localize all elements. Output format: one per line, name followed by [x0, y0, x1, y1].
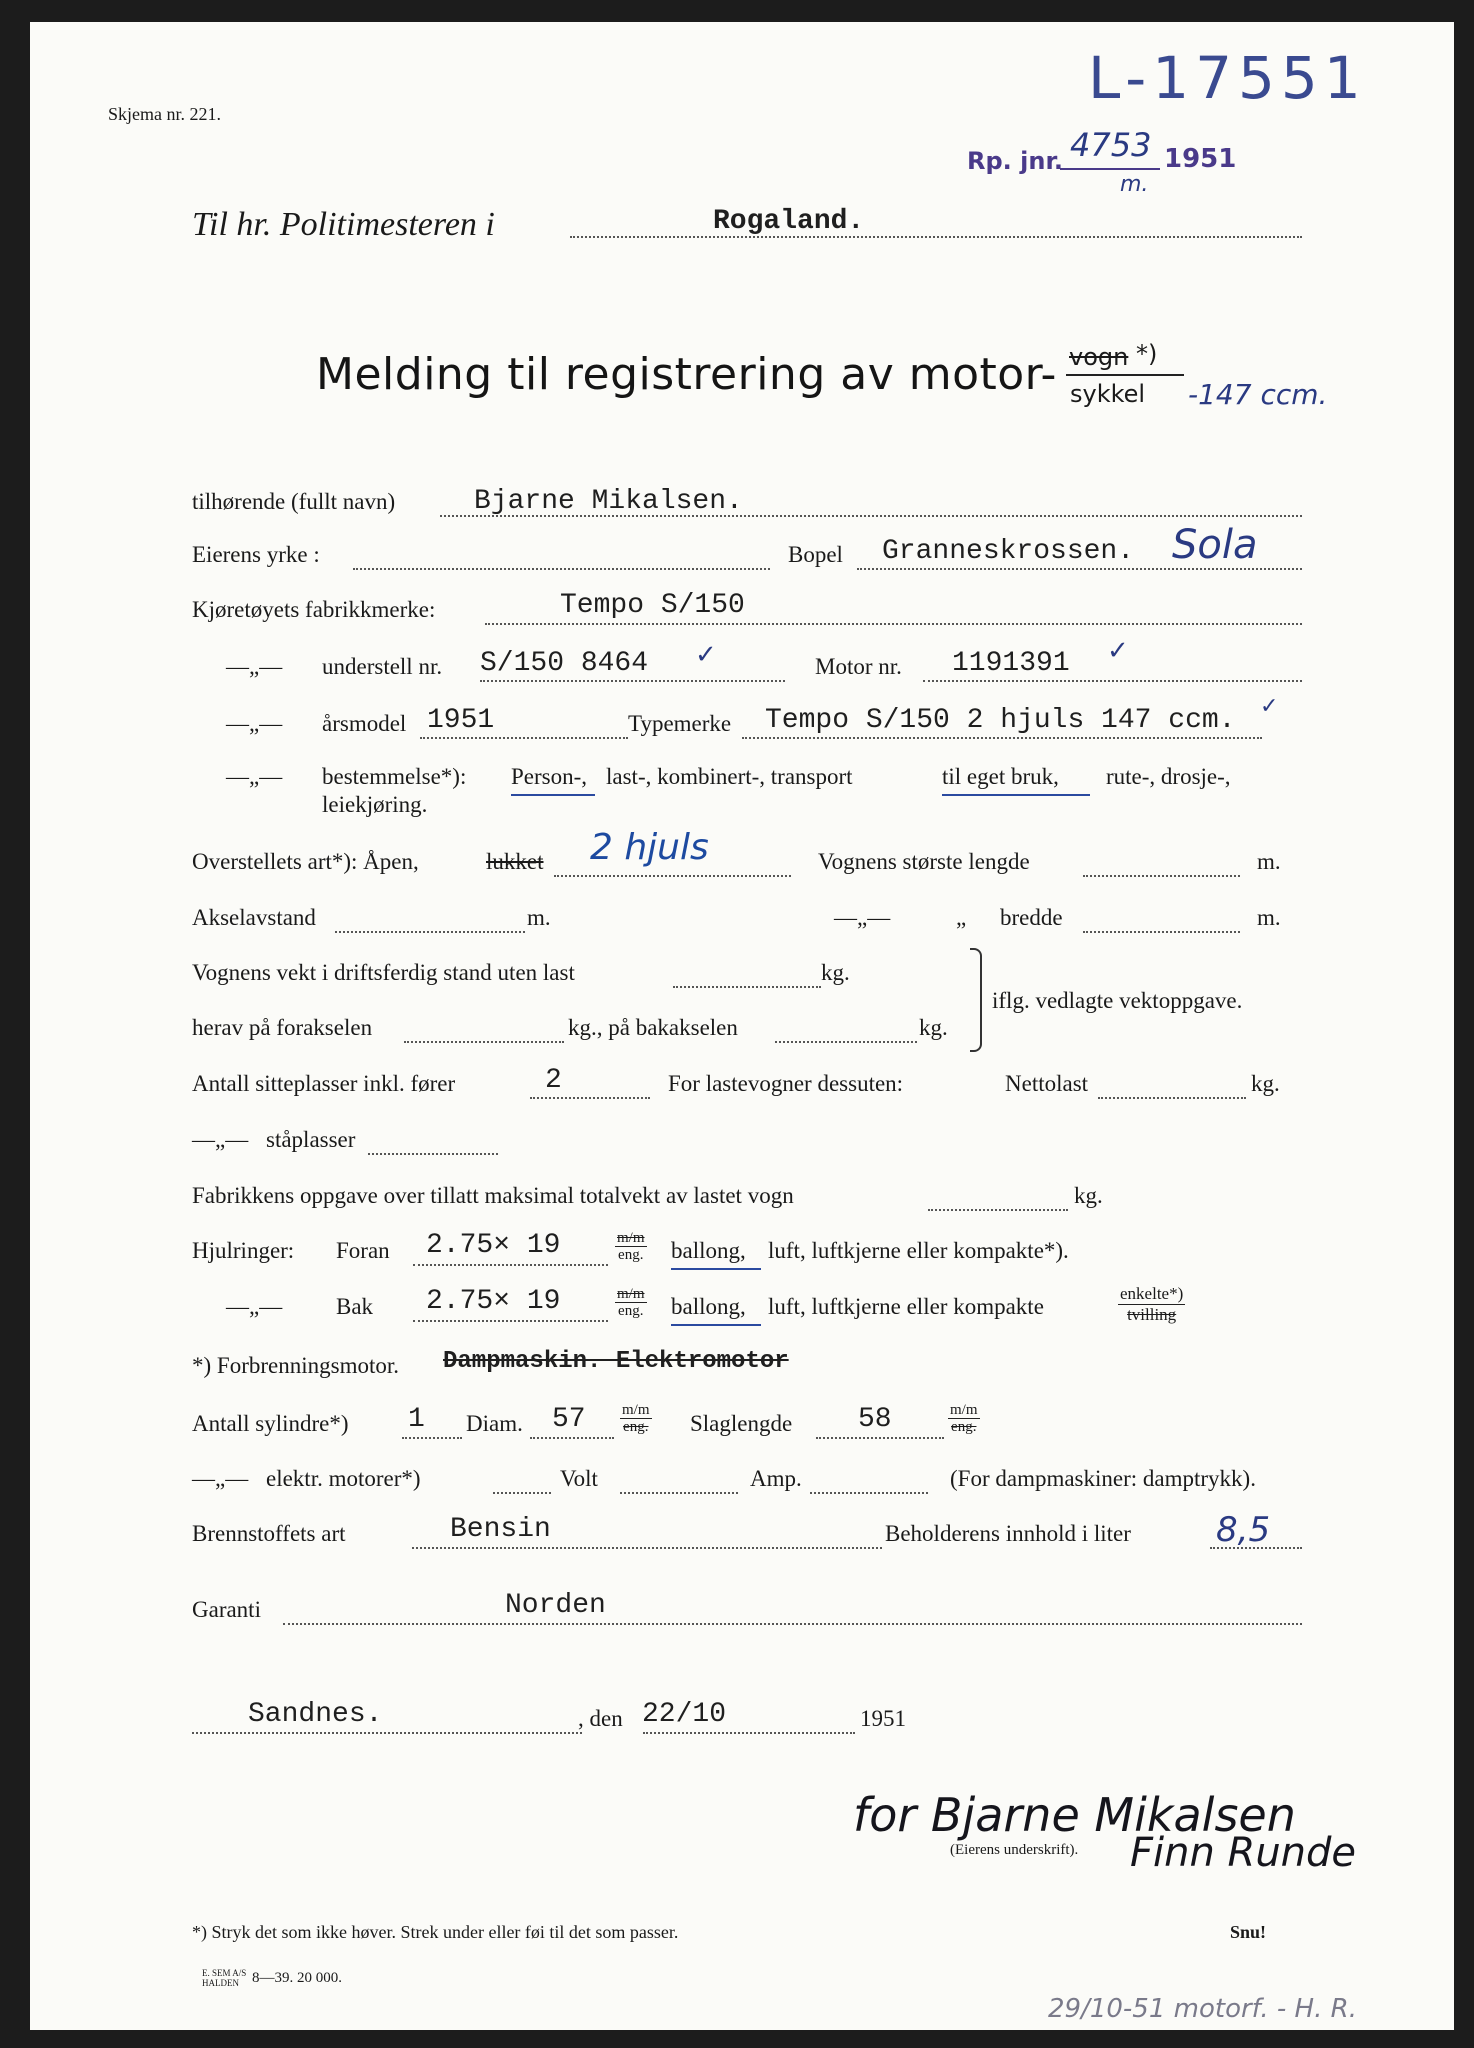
weight-brace — [970, 948, 982, 1052]
front-tyre-rest: luft, luftkjerne eller kompakte*). — [768, 1238, 1069, 1263]
ditto-year: —„— — [226, 711, 283, 736]
title-footnote-ref: *) — [1136, 340, 1158, 368]
purpose-person: Person-, — [511, 764, 588, 789]
purpose-label: bestemmelse*): — [322, 764, 467, 789]
rear-unit-eng: eng. — [618, 1303, 644, 1319]
fuel-value: Bensin — [450, 1514, 551, 1545]
residence-line — [857, 568, 1302, 570]
cylinders-line — [402, 1437, 462, 1439]
date-year: 1951 — [860, 1706, 906, 1731]
ditto-standing: —„— — [192, 1127, 249, 1152]
registration-form — [30, 22, 1454, 2030]
cylinders-label: Antall sylindre*) — [192, 1411, 349, 1436]
purpose-line2: leiekjøring. — [322, 792, 428, 817]
signature-caption: (Eierens underskrift). — [950, 1842, 1079, 1858]
net-load-line — [1098, 1097, 1246, 1099]
year-value: 1951 — [427, 705, 495, 736]
chassis-line — [480, 680, 785, 682]
cylinders-value: 1 — [408, 1404, 425, 1435]
diameter-label: Diam. — [466, 1411, 523, 1436]
purpose-own-underline — [942, 794, 1090, 796]
front-axle-line — [404, 1041, 564, 1043]
net-load-unit: kg. — [1251, 1071, 1280, 1096]
axle-line — [335, 931, 525, 933]
journal-number: 4753 — [1070, 126, 1152, 164]
residence-label: Bopel — [788, 542, 843, 567]
purpose-tail: rute-, drosje-, — [1106, 764, 1231, 789]
make-label: Kjøretøyets fabrikkmerke: — [192, 597, 436, 622]
chassis-tick: ✓ — [695, 640, 717, 670]
type-tick: ✓ — [1260, 694, 1279, 719]
rear-unit-fraction — [615, 1286, 647, 1319]
title-option-vogn: vogn — [1069, 343, 1129, 371]
width-quote: „ — [956, 905, 967, 930]
rear-single-twin — [1118, 1284, 1185, 1325]
stroke-label: Slaglengde — [690, 1411, 793, 1436]
journal-mark: m. — [1120, 172, 1149, 197]
motor-label: Motor nr. — [815, 654, 902, 679]
addressee-label: Til hr. Politimesteren i — [192, 206, 495, 243]
stroke-unit-eng: eng. — [951, 1419, 977, 1435]
rear-axle-line — [775, 1041, 917, 1043]
front-wheels-line — [413, 1264, 608, 1266]
wheels-label: Hjulringer: — [192, 1238, 295, 1263]
amp-line — [810, 1492, 928, 1494]
chassis-label: understell nr. — [322, 654, 443, 679]
rear-wheels-value: 2.75× 19 — [426, 1286, 561, 1317]
ditto-rear: —„— — [226, 1294, 283, 1319]
weight-note: iflg. vedlagte vektoppgave. — [992, 988, 1243, 1013]
diameter-line — [530, 1437, 614, 1439]
engine-label: *) Forbrenningsmotor. — [192, 1353, 399, 1378]
body-line — [554, 875, 791, 877]
fuel-line — [412, 1547, 882, 1549]
net-load-label: Nettolast — [1005, 1071, 1089, 1096]
occupation-line — [353, 568, 770, 570]
front-wheels-label: Foran — [336, 1238, 390, 1263]
electric-label: elektr. motorer*) — [266, 1466, 421, 1491]
tank-label: Beholderens innhold i liter — [885, 1521, 1131, 1546]
diameter-unit-eng: eng. — [623, 1419, 649, 1435]
rear-axle-unit: kg. — [919, 1015, 948, 1040]
volt-label: Volt — [560, 1466, 598, 1491]
weight-unit: kg. — [821, 960, 850, 985]
agent-signature: Finn Runde — [1130, 1830, 1357, 1876]
printer-city: HALDEN — [202, 1978, 239, 1988]
place-value: Sandnes. — [248, 1699, 383, 1730]
axle-unit: m. — [527, 905, 551, 930]
occupation-label: Eierens yrke : — [192, 542, 320, 567]
journal-year: 1951 — [1164, 144, 1237, 174]
owner-signature: for Bjarne Mikalsen — [853, 1788, 1296, 1842]
front-wheels-value: 2.75× 19 — [426, 1230, 561, 1261]
diameter-unit-fraction — [620, 1402, 652, 1435]
date-label: , den — [578, 1706, 623, 1731]
front-unit-mm: m/m — [617, 1230, 645, 1246]
residence-handwritten: Sola — [1172, 522, 1258, 568]
journal-line — [1060, 168, 1160, 170]
diameter-value: 57 — [552, 1404, 586, 1435]
rear-tyre-rest: luft, luftkjerne eller kompakte — [768, 1294, 1044, 1319]
footnote: *) Stryk det som ikke høver. Strek under eller føi til det som passer. — [192, 1922, 679, 1942]
year-line — [420, 737, 628, 739]
stroke-line — [816, 1437, 944, 1439]
rear-ballong-underline — [671, 1324, 761, 1326]
make-value: Tempo S/150 — [560, 590, 745, 621]
stroke-unit-fraction — [948, 1402, 980, 1435]
length-label: Vognens største lengde — [818, 849, 1030, 874]
rear-tyre-ballong: ballong, — [671, 1294, 746, 1319]
seats-value: 2 — [545, 1065, 562, 1096]
diameter-unit-mm: m/m — [622, 1402, 650, 1418]
front-unit-eng: eng. — [618, 1247, 644, 1263]
standing-line — [368, 1153, 498, 1155]
width-label: bredde — [1000, 905, 1063, 930]
guarantee-label: Garanti — [192, 1597, 261, 1622]
printer-name: E. SEM A/S — [202, 1968, 247, 1978]
title-fraction-bar — [1066, 374, 1184, 376]
total-weight-unit: kg. — [1074, 1183, 1103, 1208]
guarantee-line — [283, 1623, 1302, 1625]
motor-line — [923, 680, 1302, 682]
purpose-own-use: til eget bruk, — [942, 764, 1059, 789]
volt-line — [620, 1492, 738, 1494]
ditto-width: —„— — [834, 905, 891, 930]
addressee-line — [570, 236, 1302, 238]
length-line — [1083, 875, 1240, 877]
twin-option-struck: tvilling — [1127, 1305, 1177, 1324]
residence-value: Granneskrossen. — [882, 536, 1135, 567]
motor-tick: ✓ — [1107, 636, 1129, 666]
date-line — [643, 1732, 855, 1734]
weight-label: Vognens vekt i driftsferdig stand uten last — [192, 960, 575, 985]
chassis-value: S/150 8464 — [480, 648, 649, 679]
type-label: Typemerke — [628, 711, 732, 736]
single-option: enkelte*) — [1120, 1284, 1184, 1303]
type-value: Tempo S/150 2 hjuls 147 ccm. — [765, 705, 1236, 736]
front-unit-fraction — [615, 1230, 647, 1263]
pencil-note: 29/10-51 motorf. - H. R. — [1048, 1994, 1357, 2024]
owner-label: tilhørende (fullt navn) — [192, 489, 396, 514]
turn-over: Snu! — [1230, 1922, 1267, 1942]
front-tyre-ballong: ballong, — [671, 1238, 746, 1263]
stroke-unit-mm: m/m — [950, 1402, 978, 1418]
total-weight-label: Fabrikkens oppgave over tillatt maksimal totalvekt av lastet vogn — [192, 1183, 794, 1208]
type-line — [742, 737, 1262, 739]
body-closed-struck: lukket — [486, 849, 544, 874]
purpose-person-underline — [511, 794, 595, 796]
ditto-electric: —„— — [192, 1466, 249, 1491]
electric-line — [493, 1492, 551, 1494]
addressee-value: Rogaland. — [713, 206, 865, 237]
body-label: Overstellets art*): Åpen, — [192, 849, 419, 874]
tank-value: 8,5 — [1216, 1510, 1271, 1550]
ditto-chassis: —„— — [226, 654, 283, 679]
guarantee-value: Norden — [505, 1590, 606, 1621]
body-handwritten: 2 hjuls — [590, 827, 709, 868]
title-handwritten-note: -147 ccm. — [1188, 378, 1328, 411]
form-title: Melding til registrering av motor- — [316, 349, 1057, 400]
width-line — [1083, 931, 1240, 933]
seats-line — [530, 1097, 650, 1099]
date-value: 22/10 — [642, 1699, 727, 1730]
year-label: årsmodel — [322, 711, 407, 736]
total-weight-line — [928, 1209, 1068, 1211]
form-number: Skjema nr. 221. — [108, 104, 221, 124]
rear-wheels-label: Bak — [336, 1294, 374, 1319]
amp-label: Amp. — [750, 1466, 802, 1491]
fuel-label: Brennstoffets art — [192, 1521, 346, 1546]
rear-unit-mm: m/m — [617, 1286, 645, 1302]
cargo-label: For lastevogner dessuten: — [668, 1071, 904, 1096]
journal-stamp-label: Rp. jnr. — [967, 147, 1063, 175]
width-unit: m. — [1257, 905, 1281, 930]
make-line — [485, 623, 1302, 625]
front-axle-label: herav på forakselen — [192, 1015, 373, 1040]
motor-value: 1191391 — [952, 648, 1070, 679]
axle-label: Akselavstand — [192, 905, 316, 930]
place-line — [192, 1732, 582, 1734]
purpose-middle: last-, kombinert-, transport — [606, 764, 853, 789]
standing-label: ståplasser — [266, 1127, 356, 1152]
rear-wheels-line — [413, 1320, 608, 1322]
weight-line — [673, 986, 821, 988]
rear-axle-label: kg., på bakakselen — [568, 1015, 738, 1040]
stroke-value: 58 — [858, 1404, 892, 1435]
steam-label: (For dampmaskiner: damptrykk). — [950, 1466, 1256, 1491]
seats-label: Antall sitteplasser inkl. fører — [192, 1071, 456, 1096]
length-unit: m. — [1257, 849, 1281, 874]
print-run: 8—39. 20 000. — [252, 1970, 342, 1986]
archive-reference: L-17551 — [1088, 44, 1367, 112]
front-ballong-underline — [671, 1268, 761, 1270]
title-option-sykkel: sykkel — [1070, 380, 1146, 408]
engine-struck-options: Dampmaskin. Elektromotor — [443, 1348, 789, 1375]
ditto-purpose: —„— — [226, 764, 283, 789]
owner-value: Bjarne Mikalsen. — [474, 486, 743, 517]
